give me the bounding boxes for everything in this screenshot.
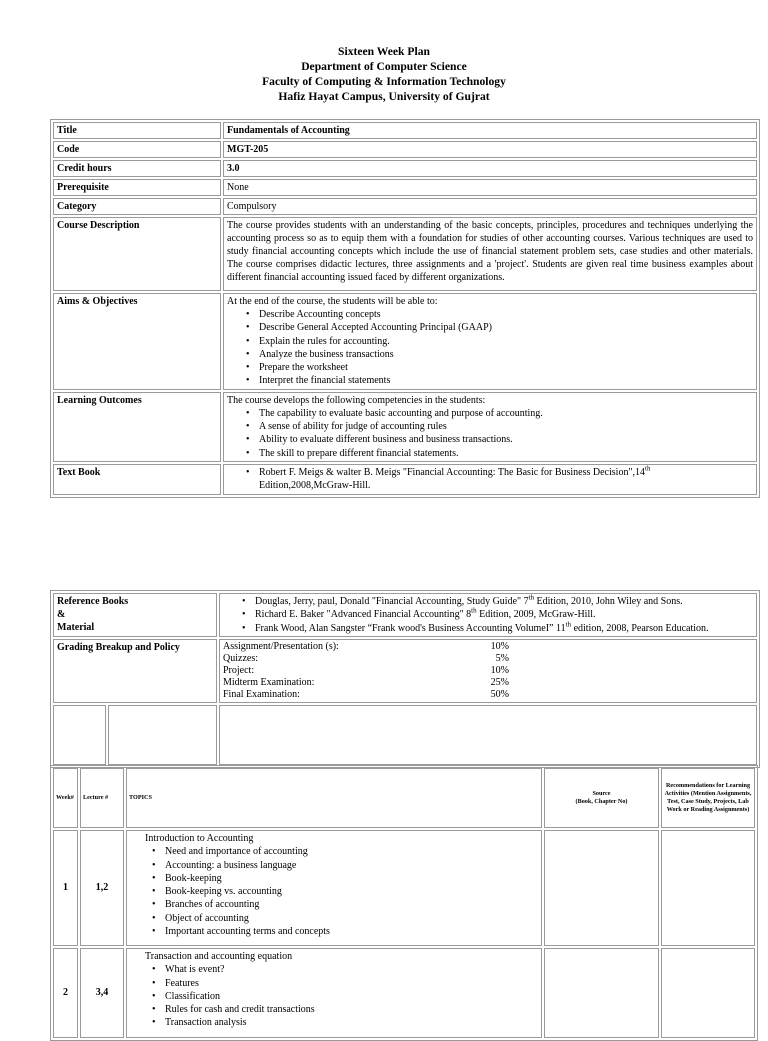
lecture-numbers: 3,4 xyxy=(80,948,124,1038)
topic-heading: Transaction and accounting equation xyxy=(145,951,293,962)
row-grading xyxy=(53,639,757,703)
aims-intro: At the end of the course, the students will be able to: xyxy=(227,296,438,307)
reference-item: • Richard E. Baker "Advanced Financial Accounting" 8th Edition, 2009, McGraw-Hill. xyxy=(255,608,753,621)
blank-cell xyxy=(219,705,757,765)
value-code: MGT-205 xyxy=(223,141,757,158)
outcomes-list xyxy=(227,407,753,460)
outcomes-item: • Ability to evaluate different business and business transactions. xyxy=(259,433,753,446)
row-title xyxy=(53,122,757,139)
grading-row: Final Examination: 50% xyxy=(223,688,509,700)
grading-row: Project: 10% xyxy=(223,664,509,676)
header-campus: Hafiz Hayat Campus, University of Gujrat xyxy=(278,90,490,103)
references-grading-table xyxy=(50,590,760,768)
header-recommendations: Recommendations for Learning Activities (Mention Assignments, Test, Case Study, Projects, Lab Work or Reading Assignments) xyxy=(661,768,755,828)
header-week: Week# xyxy=(53,768,78,828)
topic-item: • Rules for cash and credit transactions xyxy=(165,1003,539,1016)
row-credit-hours xyxy=(53,160,757,177)
label-code: Code xyxy=(53,141,221,158)
recommendations-cell xyxy=(661,948,755,1038)
label-category: Category xyxy=(53,198,221,215)
reference-item: • Frank Wood, Alan Sangster “Frank wood's Business Accounting VolumeI” 11th edition, 2008, Pearson Education. xyxy=(255,622,753,635)
row-course-description xyxy=(53,217,757,291)
header-faculty: Faculty of Computing & Information Technology xyxy=(262,75,506,88)
topic-item: • Book-keeping xyxy=(165,872,539,885)
outcomes-item: • A sense of ability for judge of accounting rules xyxy=(259,420,753,433)
topic-item: • Transaction analysis xyxy=(165,1016,539,1029)
header-plan-title: Sixteen Week Plan xyxy=(338,45,430,58)
value-prerequisite: None xyxy=(223,179,757,196)
row-learning-outcomes xyxy=(53,392,757,462)
week-topics xyxy=(126,830,542,946)
header-topics: TOPICS xyxy=(126,768,542,828)
weekly-schedule-table xyxy=(50,765,758,1041)
topic-item: • Branches of accounting xyxy=(165,898,539,911)
topic-item: • Classification xyxy=(165,990,539,1003)
source-cell xyxy=(544,830,659,946)
label-course-description: Course Description xyxy=(53,217,221,291)
row-category xyxy=(53,198,757,215)
week-topics xyxy=(126,948,542,1038)
grading-row: Assignment/Presentation (s): 10% xyxy=(223,640,509,652)
label-credit-hours: Credit hours xyxy=(53,160,221,177)
grading-row: Quizzes: 5% xyxy=(223,652,509,664)
value-grading xyxy=(219,639,757,703)
schedule-header-row xyxy=(53,768,755,828)
row-aims-objectives xyxy=(53,293,757,390)
value-credit-hours: 3.0 xyxy=(223,160,757,177)
aims-item: • Prepare the worksheet xyxy=(259,361,753,374)
document-header xyxy=(0,44,768,104)
label-grading: Grading Breakup and Policy xyxy=(53,639,217,703)
week-number: 1 xyxy=(53,830,78,946)
aims-item: • Explain the rules for accounting. xyxy=(259,335,753,348)
topic-list xyxy=(129,963,539,1029)
textbook-list xyxy=(227,466,753,493)
outcomes-item: • The skill to prepare different financial statements. xyxy=(259,447,753,460)
schedule-row-week-2 xyxy=(53,948,755,1038)
lecture-numbers: 1,2 xyxy=(80,830,124,946)
topic-list xyxy=(129,845,539,938)
week-number: 2 xyxy=(53,948,78,1038)
aims-list xyxy=(227,308,753,388)
row-reference-books xyxy=(53,593,757,637)
aims-item: • Analyze the business transactions xyxy=(259,348,753,361)
value-aims-objectives xyxy=(223,293,757,390)
value-title: Fundamentals of Accounting xyxy=(223,122,757,139)
label-title: Title xyxy=(53,122,221,139)
topic-item: • Features xyxy=(165,977,539,990)
header-department: Department of Computer Science xyxy=(301,60,467,73)
aims-item: • Describe Accounting concepts xyxy=(259,308,753,321)
topic-item: • Object of accounting xyxy=(165,912,539,925)
value-category: Compulsory xyxy=(223,198,757,215)
topic-item: • Accounting: a business language xyxy=(165,859,539,872)
value-reference-books xyxy=(219,593,757,637)
topic-item: • Need and importance of accounting xyxy=(165,845,539,858)
topic-heading: Introduction to Accounting xyxy=(145,833,254,844)
outcomes-intro: The course develops the following competencies in the students: xyxy=(227,394,486,406)
aims-item: • Describe General Accepted Accounting Principal (GAAP) xyxy=(259,321,753,334)
row-text-book xyxy=(53,464,757,495)
reference-item: • Douglas, Jerry, paul, Donald "Financial Accounting, Study Guide" 7th Edition, 2010, John Wiley and Sons. xyxy=(255,595,753,608)
blank-cell xyxy=(108,705,217,765)
reference-list xyxy=(223,595,753,635)
blank-cell xyxy=(53,705,106,765)
topic-item: • Book-keeping vs. accounting xyxy=(165,885,539,898)
row-code xyxy=(53,141,757,158)
schedule-row-week-1 xyxy=(53,830,755,946)
row-blank xyxy=(53,705,757,765)
value-learning-outcomes xyxy=(223,392,757,462)
label-text-book: Text Book xyxy=(53,464,221,495)
label-aims-objectives: Aims & Objectives xyxy=(53,293,221,390)
row-prerequisite xyxy=(53,179,757,196)
topic-item: • What is event? xyxy=(165,963,539,976)
course-info-table xyxy=(50,119,760,498)
source-cell xyxy=(544,948,659,1038)
label-reference-books: Reference Books & Material xyxy=(53,593,217,637)
value-text-book xyxy=(223,464,757,495)
label-learning-outcomes: Learning Outcomes xyxy=(53,392,221,462)
header-source: Source (Book, Chapter No) xyxy=(544,768,659,828)
label-prerequisite: Prerequisite xyxy=(53,179,221,196)
topic-item: • Important accounting terms and concepts xyxy=(165,925,539,938)
recommendations-cell xyxy=(661,830,755,946)
grading-row: Midterm Examination: 25% xyxy=(223,676,509,688)
value-course-description: The course provides students with an understanding of the basic concepts, principles, procedures and techniques underlying the accounting process so as to equip them with a foundation for studies of other accounting courses. Various techniques are used to study financial accounting concepts which include the use of financial statement problem sets, case studies and other materials. The course comprises didactic lectures, three assignments and a 'project'. Students are given real time business examples about different financial accounting issued faced by different organizations. xyxy=(223,217,757,291)
aims-item: • Interpret the financial statements xyxy=(259,374,753,387)
outcomes-item: • The capability to evaluate basic accounting and purpose of accounting. xyxy=(259,407,753,420)
header-lecture: Lecture # xyxy=(80,768,124,828)
textbook-item: • Robert F. Meigs & walter B. Meigs "Financial Accounting: The Basic for Business Decision",14th Edition,2008,McGraw-Hill. xyxy=(259,466,753,493)
